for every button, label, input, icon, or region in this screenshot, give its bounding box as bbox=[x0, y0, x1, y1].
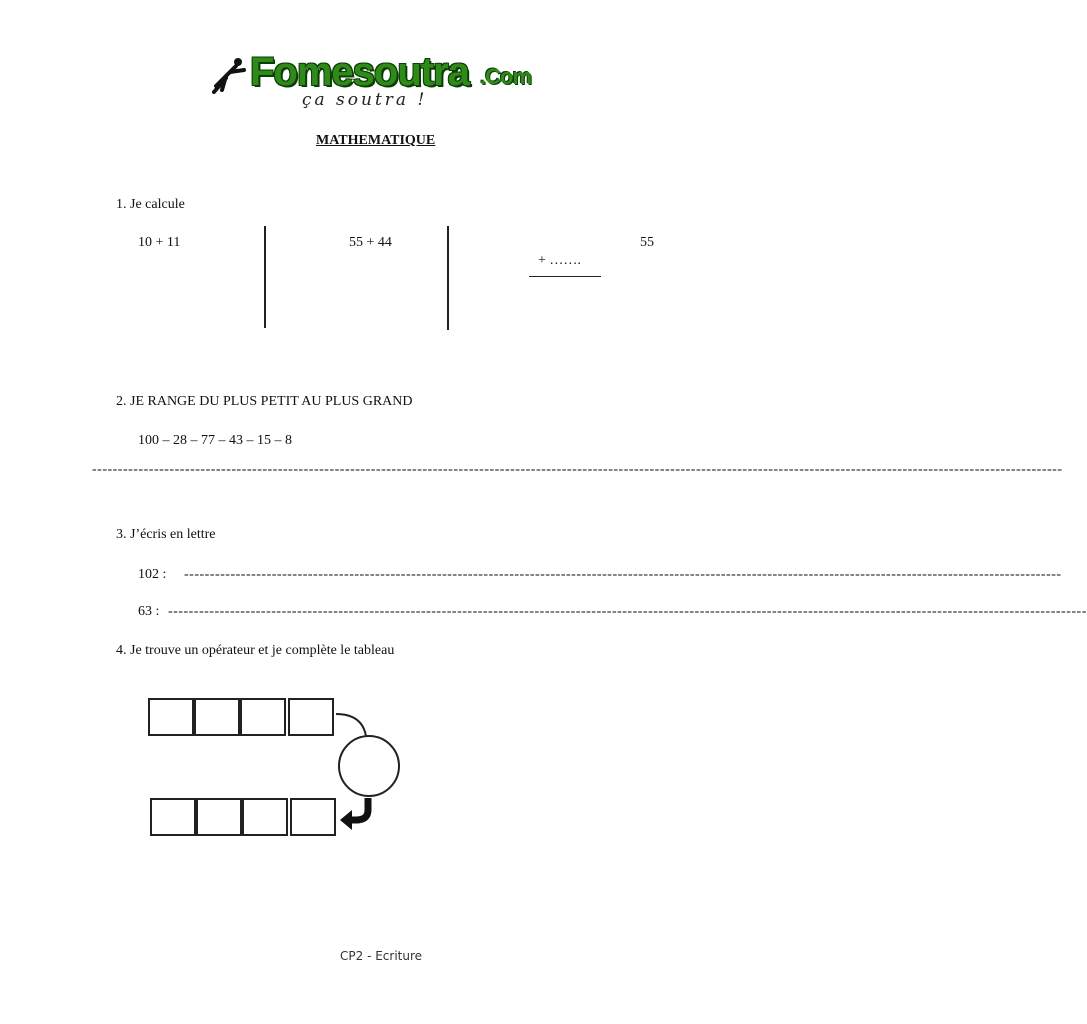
q3-item-label-2: 63 : bbox=[138, 604, 160, 619]
input-cell[interactable] bbox=[194, 698, 240, 736]
q1-heading: 1. Je calcule bbox=[116, 197, 185, 212]
q1-divider-2 bbox=[447, 226, 449, 330]
q1-operation-3-top: 55 bbox=[640, 235, 654, 250]
output-cell[interactable] bbox=[290, 798, 336, 836]
input-cell[interactable] bbox=[240, 698, 286, 736]
q3-answer-line-1[interactable]: -------------------------------------------------------------------------------------------------------------------------------------------------------------------------- bbox=[184, 567, 1062, 582]
output-cell[interactable] bbox=[196, 798, 242, 836]
q2-number-sequence: 100 – 28 – 77 – 43 – 15 – 8 bbox=[138, 433, 292, 448]
footer-label: CP2 - Ecriture bbox=[340, 949, 423, 963]
q1-operation-1: 10 + 11 bbox=[138, 235, 181, 250]
input-cell[interactable] bbox=[148, 698, 194, 736]
q1-divider-1 bbox=[264, 226, 266, 328]
fomesoutra-logo bbox=[210, 48, 540, 118]
q3-item-label-1: 102 : bbox=[138, 567, 167, 582]
logo-suffix: .Com bbox=[480, 64, 531, 89]
operator-circle[interactable] bbox=[338, 735, 400, 797]
input-cell[interactable] bbox=[288, 698, 334, 736]
q3-answer-line-2[interactable]: ---------------------------------------------------------------------------------------------------------------------------------------------------------------------------------- bbox=[168, 604, 1087, 619]
q1-operation-2: 55 + 44 bbox=[349, 235, 392, 250]
q3-heading: 3. J’écris en lettre bbox=[116, 527, 216, 542]
q2-heading: 2. JE RANGE DU PLUS PETIT AU PLUS GRAND bbox=[116, 394, 413, 409]
curved-arrow-icon bbox=[338, 796, 378, 830]
logo-brand: Fomesoutra bbox=[250, 50, 469, 94]
output-cell[interactable] bbox=[150, 798, 196, 836]
page-title: MATHEMATIQUE bbox=[316, 133, 436, 148]
q2-answer-line[interactable]: -------------------------------------------------------------------------------------------------------------------------------------------------------------------------------------------- bbox=[92, 462, 1063, 477]
q1-operation-3-bottom: + ……. bbox=[538, 253, 581, 268]
q4-heading: 4. Je trouve un opérateur et je complète le tableau bbox=[116, 643, 395, 658]
pushing-man-icon bbox=[210, 56, 250, 96]
logo-tagline: ça soutra ! bbox=[302, 90, 428, 110]
q1-sum-line bbox=[529, 276, 601, 277]
output-cell[interactable] bbox=[242, 798, 288, 836]
